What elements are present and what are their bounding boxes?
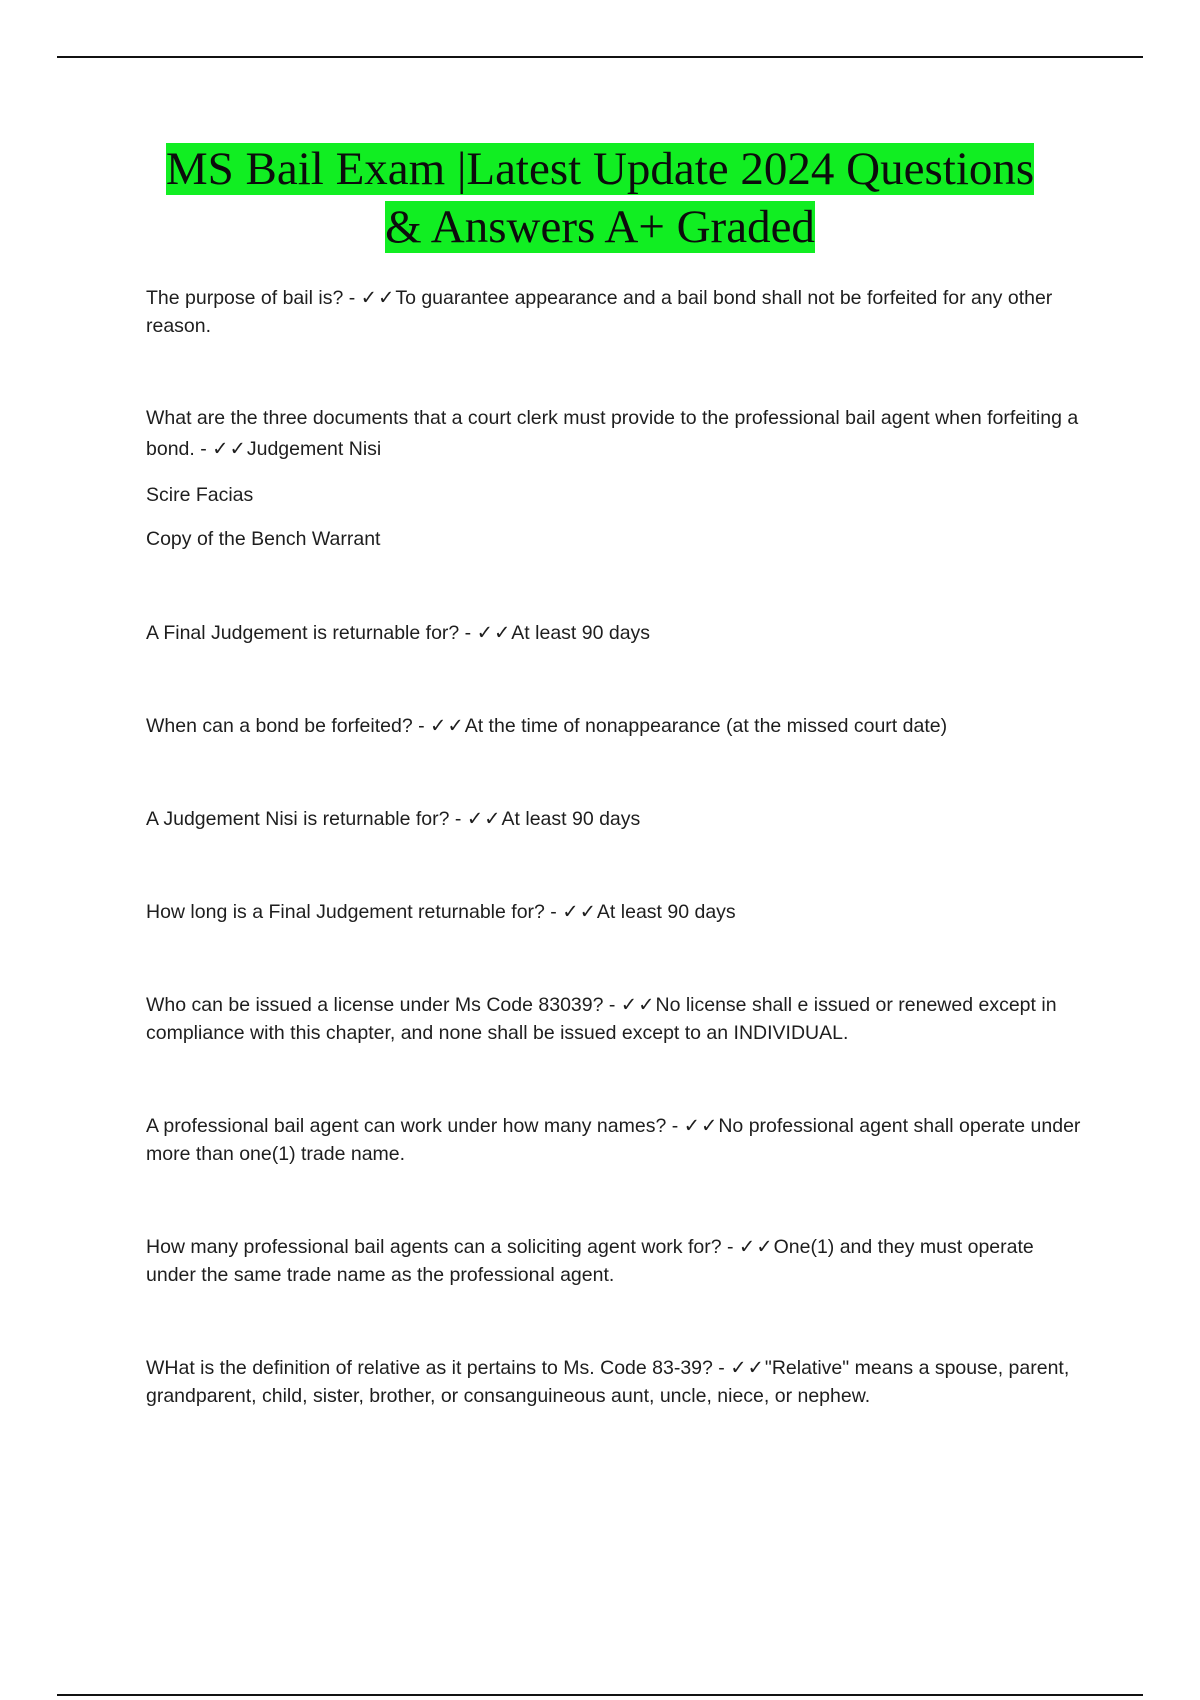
qa-text: When can a bond be forfeited? - ✓✓At the time of nonappearance (at the missed court date) bbox=[146, 715, 948, 737]
answer-extra-line: Copy of the Bench Warrant bbox=[146, 528, 381, 550]
qa-item bbox=[146, 284, 1086, 340]
question-text: How many professional bail agents can a soliciting agent work for? bbox=[146, 1236, 722, 1258]
answer-text: At least 90 days bbox=[511, 622, 651, 644]
qa-item bbox=[146, 1112, 1086, 1168]
check-mark-icon: ✓✓ bbox=[476, 622, 512, 644]
qa-text: What are the three documents that a court clerk must provide to the professional bail agent when forfeiting a bond. - ✓✓Judgement Nisi bbox=[146, 407, 1079, 460]
title-line-2: & Answers A+ Graded bbox=[385, 201, 815, 253]
qa-item bbox=[146, 898, 1086, 926]
answer-text: "Relative" means a spouse, parent, grandparent, child, sister, brother, or consanguineous aunt, uncle, niece, or nephew. bbox=[146, 1357, 1070, 1407]
answer-text: No license shall e issued or renewed except in compliance with this chapter, and none shall be issued except to an INDIVIDUAL. bbox=[146, 994, 1057, 1044]
title-line-1: MS Bail Exam |Latest Update 2024 Questions bbox=[165, 143, 1035, 195]
question-text: A Final Judgement is returnable for? bbox=[146, 622, 460, 644]
answer-text: One(1) and they must operate under the same trade name as the professional agent. bbox=[146, 1236, 1034, 1286]
question-text: When can a bond be forfeited? bbox=[146, 715, 413, 737]
top-rule bbox=[57, 56, 1143, 58]
answer-extra-line: Scire Facias bbox=[146, 484, 254, 506]
qa-item bbox=[146, 1233, 1086, 1289]
bottom-rule bbox=[57, 1694, 1143, 1696]
check-mark-icon: ✓✓ bbox=[620, 994, 656, 1016]
qa-text: WHat is the definition of relative as it pertains to Ms. Code 83-39? - ✓✓"Relative" means a spouse, parent, grandparent, child, sister, brother, or consanguineous aunt, uncle, niece, or nephew. bbox=[146, 1357, 1070, 1407]
document-title bbox=[100, 140, 1100, 256]
qa-list bbox=[146, 284, 1086, 1410]
qa-text: A Final Judgement is returnable for? - ✓✓At least 90 days bbox=[146, 622, 651, 644]
check-mark-icon: ✓✓ bbox=[562, 901, 597, 923]
check-mark-icon: ✓✓ bbox=[212, 438, 247, 460]
check-mark-icon: ✓✓ bbox=[738, 1236, 774, 1258]
qa-item bbox=[146, 1354, 1086, 1410]
question-text: A Judgement Nisi is returnable for? bbox=[146, 808, 450, 830]
check-mark-icon: ✓✓ bbox=[430, 715, 465, 737]
question-text: What are the three documents that a court clerk must provide to the professional bail agent when forfeiting a bond. bbox=[146, 407, 1079, 460]
question-text: Who can be issued a license under Ms Code 83039? bbox=[146, 994, 604, 1016]
answer-text: No professional agent shall operate under more than one(1) trade name. bbox=[146, 1115, 1081, 1165]
qa-item bbox=[146, 712, 1086, 740]
qa-text: How long is a Final Judgement returnable for? - ✓✓At least 90 days bbox=[146, 901, 736, 923]
answer-text: At the time of nonappearance (at the missed court date) bbox=[464, 715, 948, 737]
qa-item bbox=[146, 619, 1086, 647]
qa-item bbox=[146, 805, 1086, 833]
answer-text: At least 90 days bbox=[596, 901, 736, 923]
question-text: The purpose of bail is? bbox=[146, 287, 344, 309]
qa-item bbox=[146, 403, 1086, 553]
check-mark-icon: ✓✓ bbox=[730, 1357, 765, 1379]
answer-text: Judgement Nisi bbox=[246, 438, 382, 460]
question-text: WHat is the definition of relative as it pertains to Ms. Code 83-39? bbox=[146, 1357, 713, 1379]
question-text: A professional bail agent can work under how many names? bbox=[146, 1115, 667, 1137]
check-mark-icon: ✓✓ bbox=[466, 808, 502, 830]
answer-text: At least 90 days bbox=[501, 808, 641, 830]
check-mark-icon: ✓✓ bbox=[683, 1115, 719, 1137]
qa-text: How many professional bail agents can a soliciting agent work for? - ✓✓One(1) and they must operate under the same trade name as the professional agent. bbox=[146, 1236, 1034, 1286]
qa-text: Who can be issued a license under Ms Code 83039? - ✓✓No license shall e issued or renewed except in compliance with this chapter, and none shall be issued except to an INDIVIDUAL. bbox=[146, 994, 1057, 1044]
question-text: How long is a Final Judgement returnable for? bbox=[146, 901, 545, 923]
check-mark-icon: ✓✓ bbox=[360, 287, 396, 309]
answer-text: To guarantee appearance and a bail bond shall not be forfeited for any other reason. bbox=[146, 287, 1053, 337]
qa-text: The purpose of bail is? - ✓✓To guarantee appearance and a bail bond shall not be forfeited for any other reason. bbox=[146, 287, 1053, 337]
qa-item bbox=[146, 991, 1086, 1047]
qa-text: A professional bail agent can work under how many names? - ✓✓No professional agent shall operate under more than one(1) trade name. bbox=[146, 1115, 1081, 1165]
qa-text: A Judgement Nisi is returnable for? - ✓✓At least 90 days bbox=[146, 808, 641, 830]
